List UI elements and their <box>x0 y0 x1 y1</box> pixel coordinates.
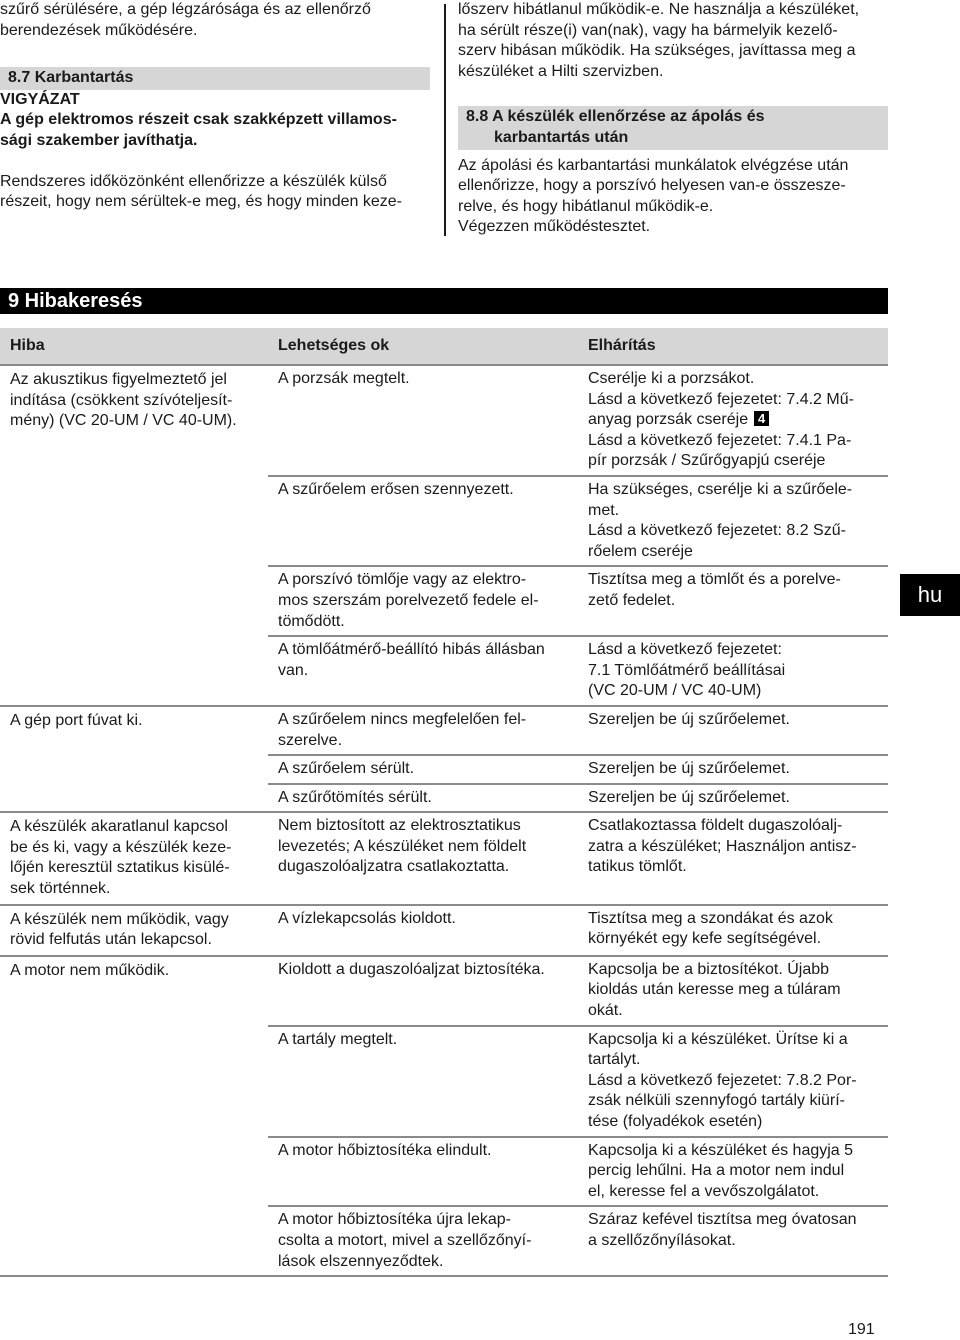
cause-line: A porzsák megtelt. <box>278 370 410 387</box>
cause-cell <box>268 759 578 780</box>
remedy-line <box>588 1161 882 1182</box>
remedy-text: a szellőzőnyílásokat. <box>588 1231 736 1249</box>
chapter-title: 9 Hibakeresés <box>0 288 888 314</box>
remedy-line <box>588 857 882 878</box>
remedy-text: anyag porzsák cseréje <box>588 411 749 429</box>
remedy-line <box>588 837 882 858</box>
fault-line: A motor nem működik. <box>10 961 170 979</box>
remedy-cell <box>578 1210 888 1272</box>
section-heading-8-8 <box>458 106 888 149</box>
remedy-line <box>588 640 882 661</box>
table-row <box>268 475 888 565</box>
fault-line: A készülék nem működik, vagy <box>10 910 229 928</box>
remedy-line <box>588 759 882 780</box>
remedy-text: Szereljen be új szűrőelemet. <box>588 710 790 728</box>
cause-line: A porszívó tömlője vagy az elektro- <box>278 571 527 589</box>
cause-line: dugaszolóaljzatra csatlakoztatta. <box>278 858 510 876</box>
remedy-line <box>588 1071 882 1092</box>
table-row <box>268 565 888 635</box>
remedy-text: zsák nélküli szennyfogó tartály kiürí- <box>588 1092 845 1110</box>
cause-line: A szűrőelem sérült. <box>278 760 415 778</box>
remedy-text: Lásd a következő fejezetet: 7.8.2 Por- <box>588 1071 857 1089</box>
paragraph-line-1: Rendszeres időközönként ellenőrizze a készülék külső <box>0 172 387 190</box>
cause-cell <box>268 816 578 878</box>
remedy-text: Csatlakoztassa földelt dugaszolóalj- <box>588 817 843 835</box>
remedy-cell <box>578 788 888 809</box>
section-heading-line-1: 8.8 A készülék ellenőrzése az ápolás és <box>466 108 765 126</box>
remedy-text: Kapcsolja be a biztosítékot. Újabb <box>588 960 830 978</box>
cause-cell <box>268 1210 578 1272</box>
remedy-line <box>588 661 882 682</box>
fault-line: indítása (csökkent szívóteljesít- <box>10 391 233 409</box>
cause-cell <box>268 909 578 950</box>
cause-remedy-list <box>268 813 888 903</box>
cause-line: van. <box>278 661 309 679</box>
fault-cell <box>0 906 268 955</box>
table-row <box>268 635 888 705</box>
table-row <box>268 366 888 475</box>
fault-line: lőjén keresztül sztatikus kisülé- <box>10 859 230 877</box>
cause-cell <box>268 480 578 562</box>
cont-line-1: lőszerv hibátlanul működik-e. Ne használja a készüléket, <box>458 1 860 18</box>
remedy-line <box>588 390 882 411</box>
remedy-text: Tisztítsa meg a szondákat és azok <box>588 909 833 927</box>
troubleshooting-table <box>0 328 888 1277</box>
remedy-line <box>588 1141 882 1162</box>
warning-line-1: A gép elektromos részeit csak szakképzett villamos- <box>0 111 397 129</box>
table-row <box>268 1205 888 1275</box>
remedy-line <box>588 542 882 563</box>
cause-line: A motor hőbiztosítéka elindult. <box>278 1141 492 1159</box>
remedy-line <box>588 1112 882 1133</box>
remedy-line <box>588 521 882 542</box>
remedy-text: met. <box>588 501 620 519</box>
fault-line: A gép port fúvat ki. <box>10 711 143 729</box>
table-row <box>268 1025 888 1136</box>
remedy-line <box>588 1050 882 1071</box>
language-tab: hu <box>900 574 960 616</box>
cause-cell <box>268 369 578 472</box>
remedy-text: Tisztítsa meg a tömlőt és a porelve- <box>588 571 841 589</box>
table-row <box>268 783 888 812</box>
remedy-line <box>588 410 882 431</box>
cause-line: A szűrőelem erősen szennyezett. <box>278 480 514 498</box>
table-row <box>268 1136 888 1206</box>
cause-line: mos szerszám porelvezető fedele el- <box>278 591 539 609</box>
remedy-text: okát. <box>588 1002 623 1020</box>
cause-line: levezetés; A készüléket nem földelt <box>278 837 527 855</box>
remedy-cell <box>578 759 888 780</box>
remedy-cell <box>578 710 888 751</box>
fault-group <box>0 366 888 707</box>
intro-line-1: szűrő sérülésére, a gép légzárósága és az ellenőrző <box>0 1 371 18</box>
cause-line: lások elszennyeződtek. <box>278 1252 444 1270</box>
remedy-line <box>588 1001 882 1022</box>
cont-line-4: készüléket a Hilti szervizben. <box>458 62 664 80</box>
header-fault: Hiba <box>10 336 45 354</box>
cause-line: csolta a motort, mivel a szellőzőnyí- <box>278 1231 532 1249</box>
remedy-text: Kapcsolja ki a készüléket. Ürítse ki a <box>588 1030 848 1048</box>
fault-line: be és ki, vagy a készülék keze- <box>10 838 232 856</box>
cause-cell <box>268 1030 578 1133</box>
fault-line: rövid felfutás után lekapcsol. <box>10 931 212 949</box>
fault-line: Az akusztikus figyelmeztető jel <box>10 371 227 388</box>
cont-line-2: ha sérült része(i) van(nak), vagy ha bármelyik kezelő- <box>458 21 838 39</box>
remedy-text: Lásd a következő fejezetet: 7.4.1 Pa- <box>588 431 852 449</box>
remedy-text: zatra a készüléket; Használjon antisz- <box>588 837 857 855</box>
remedy-text: tése (folyadékok esetén) <box>588 1113 763 1130</box>
cause-cell <box>268 1141 578 1203</box>
fault-line: A készülék akaratlanul kapcsol <box>10 818 228 836</box>
remedy-cell <box>578 1030 888 1133</box>
remedy-text: Száraz kefével tisztítsa meg óvatosan <box>588 1211 857 1229</box>
remedy-line <box>588 909 882 930</box>
fault-cell <box>0 813 268 903</box>
table-row <box>268 957 888 1025</box>
remedy-line <box>588 710 882 731</box>
cause-cell <box>268 570 578 632</box>
remedy-line <box>588 1030 882 1051</box>
remedy-line <box>588 960 882 981</box>
cause-cell <box>268 960 578 1022</box>
check-line-2: ellenőrizze, hogy a porszívó helyesen van-e összesze- <box>458 177 846 195</box>
cause-remedy-list <box>268 957 888 1275</box>
intro-line-2: berendezések működésére. <box>0 21 198 39</box>
cause-line: A tömlőátmérő-beállító hibás állásban <box>278 641 545 659</box>
fault-group <box>0 707 888 813</box>
remedy-line <box>588 570 882 591</box>
remedy-line <box>588 1210 882 1231</box>
remedy-cell <box>578 1141 888 1203</box>
cont-line-3: szerv hibásan működik. Ha szükséges, javíttassa meg a <box>458 42 856 60</box>
remedy-line <box>588 431 882 452</box>
remedy-line <box>588 816 882 837</box>
table-row <box>268 707 888 754</box>
remedy-text: tartályt. <box>588 1051 641 1069</box>
section-heading-line-2: karbantartás után <box>494 128 629 146</box>
remedy-line <box>588 591 882 612</box>
remedy-cell <box>578 960 888 1022</box>
remedy-text: percig lehűlni. Ha a motor nem indul <box>588 1162 845 1180</box>
cause-line: A vízlekapcsolás kioldott. <box>278 909 456 927</box>
table-row <box>268 906 888 953</box>
cause-line: szerelve. <box>278 731 343 749</box>
paragraph-line-2: részeit, hogy nem sérültek-e meg, és hogy minden keze- <box>0 193 402 211</box>
remedy-line <box>588 501 882 522</box>
remedy-cell <box>578 570 888 632</box>
cause-line: A szűrőelem nincs megfelelően fel- <box>278 710 527 728</box>
remedy-line <box>588 929 882 950</box>
fault-cell <box>0 957 268 1275</box>
table-row <box>268 813 888 881</box>
table-header <box>0 328 888 366</box>
remedy-cell <box>578 480 888 562</box>
cause-line: A szűrőtömítés sérült. <box>278 788 432 806</box>
check-line-3: relve, és hogy hibátlanul működik-e. <box>458 197 714 215</box>
figure-ref-badge: 4 <box>754 411 769 426</box>
cause-cell <box>268 710 578 751</box>
remedy-text: Lásd a következő fejezetet: 7.4.2 Mű- <box>588 390 854 408</box>
fault-cell <box>0 707 268 811</box>
cause-line: A tartály megtelt. <box>278 1030 398 1048</box>
remedy-line <box>588 681 882 702</box>
check-line-4: Végezzen működéstesztet. <box>458 218 651 236</box>
warning-title: VIGYÁZAT <box>0 90 80 108</box>
remedy-text: 7.1 Tömlőátmérő beállításai <box>588 661 786 679</box>
remedy-text: Ha szükséges, cserélje ki a szűrőele- <box>588 480 853 498</box>
section-heading-8-7: 8.7 Karbantartás <box>0 67 430 90</box>
header-cause: Lehetséges ok <box>278 336 390 354</box>
remedy-text: Szereljen be új szűrőelemet. <box>588 788 790 806</box>
remedy-line <box>588 1091 882 1112</box>
remedy-text: (VC 20-UM / VC 40-UM) <box>588 682 762 700</box>
remedy-cell <box>578 816 888 878</box>
cause-line: Nem biztosított az elektrosztatikus <box>278 817 521 835</box>
remedy-line <box>588 1182 882 1203</box>
cause-remedy-list <box>268 906 888 955</box>
remedy-line <box>588 980 882 1001</box>
page-number: 191 <box>848 1321 875 1338</box>
fault-group <box>0 957 888 1277</box>
cause-line: Kioldott a dugaszolóaljzat biztosítéka. <box>278 960 545 978</box>
remedy-line <box>588 480 882 501</box>
remedy-line <box>588 451 882 472</box>
remedy-text: zető fedelet. <box>588 591 676 609</box>
right-column <box>458 0 888 238</box>
cause-cell <box>268 788 578 809</box>
fault-cell <box>0 366 268 705</box>
cause-line: A motor hőbiztosítéka újra lekap- <box>278 1211 512 1229</box>
fault-group <box>0 906 888 957</box>
remedy-text: tatikus tömlőt. <box>588 858 687 876</box>
remedy-cell <box>578 640 888 702</box>
cause-remedy-list <box>268 707 888 811</box>
remedy-cell <box>578 909 888 950</box>
remedy-text: Kapcsolja ki a készüléket és hagyja 5 <box>588 1141 854 1159</box>
table-body <box>0 366 888 1277</box>
remedy-text: rőelem cseréje <box>588 542 693 560</box>
column-divider <box>444 4 446 236</box>
header-remedy: Elhárítás <box>588 336 656 354</box>
fault-line: mény) (VC 20-UM / VC 40-UM). <box>10 412 237 430</box>
cause-cell <box>268 640 578 702</box>
remedy-line <box>588 1231 882 1252</box>
fault-group <box>0 813 888 905</box>
warning-line-2: sági szakember javíthatja. <box>0 131 198 149</box>
remedy-cell <box>578 369 888 472</box>
remedy-text: környékét egy kefe segítségével. <box>588 930 822 948</box>
table-row <box>268 754 888 783</box>
remedy-text: Szereljen be új szűrőelemet. <box>588 760 790 778</box>
cause-remedy-list <box>268 366 888 705</box>
remedy-text: Cserélje ki a porzsákot. <box>588 370 755 387</box>
remedy-text: Lásd a következő fejezetet: 8.2 Szű- <box>588 522 846 540</box>
remedy-text: el, keresse fel a vevőszolgálatot. <box>588 1182 820 1200</box>
remedy-text: pír porzsák / Szűrőgyapjú cseréje <box>588 452 826 470</box>
remedy-line <box>588 788 882 809</box>
check-line-1: Az ápolási és karbantartási munkálatok elvégzése után <box>458 156 849 174</box>
remedy-line <box>588 369 882 390</box>
left-column <box>0 0 430 213</box>
fault-line: sek történnek. <box>10 880 111 898</box>
remedy-text: Lásd a következő fejezetet: <box>588 641 782 659</box>
cause-line: tömődött. <box>278 612 345 630</box>
remedy-text: kioldás után keresse meg a túláram <box>588 981 841 999</box>
